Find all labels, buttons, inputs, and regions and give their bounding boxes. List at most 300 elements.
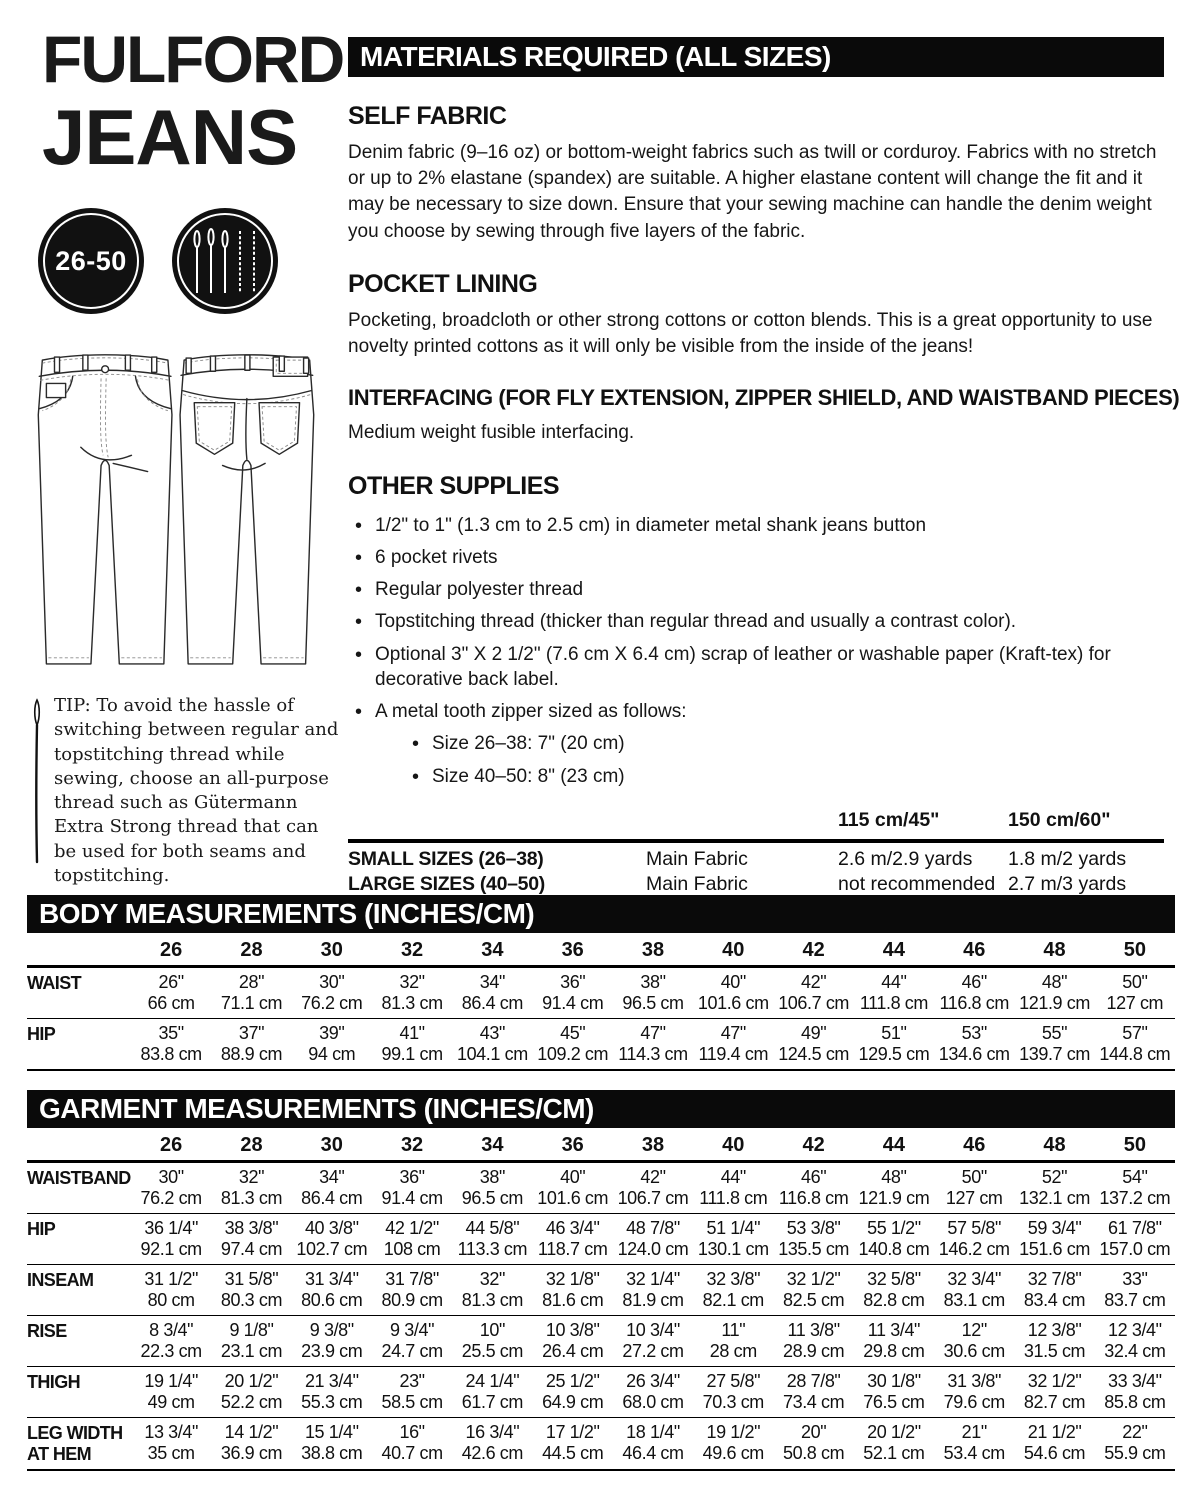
fabric-row-label: SMALL SIZES (26–38) (348, 847, 544, 870)
cm-value: 40.7 cm (381, 1443, 443, 1463)
cm-value: 52.2 cm (220, 1392, 283, 1412)
cm-value: 81.3 cm (461, 1290, 523, 1310)
row-label (27, 1371, 131, 1393)
size-range-badge (38, 208, 144, 314)
row-label-line: HIP (27, 1024, 56, 1044)
measurement-row (27, 1163, 1175, 1214)
measurement-cell (934, 1167, 1014, 1209)
inches-value: 40" (720, 972, 746, 992)
cm-value: 82.1 cm (702, 1290, 764, 1310)
inches-value: 28" (238, 972, 265, 992)
pocket-lining-paragraph: Pocketing, broadcloth or other strong cottons or cotton blends. This is a great opportunity to use novelty printed cottons as it will only be visible from the inside of the jeans! (348, 309, 1153, 358)
measurement-cell (211, 1023, 291, 1065)
size-header-cell: 48 (1043, 939, 1066, 961)
inches-value: 31 5/8" (224, 1269, 279, 1289)
row-label (27, 972, 131, 994)
measurement-cell (211, 972, 291, 1014)
cm-value: 36.9 cm (220, 1443, 283, 1463)
cm-value: 132.1 cm (1019, 1188, 1090, 1208)
cm-value: 28.9 cm (782, 1341, 845, 1361)
cm-value: 44.5 cm (542, 1443, 604, 1463)
logo (42, 22, 344, 181)
measurement-cell (854, 1218, 934, 1260)
cm-value: 127 cm (945, 1188, 1003, 1208)
size-header-cell: 44 (882, 1134, 906, 1156)
inches-value: 21 3/4" (304, 1371, 359, 1391)
inches-value: 32 5/8" (867, 1269, 921, 1289)
cm-value: 79.6 cm (943, 1392, 1005, 1412)
cm-value: 157.0 cm (1099, 1239, 1171, 1259)
measurement-cell (854, 1023, 934, 1065)
cm-value: 32.4 cm (1104, 1341, 1166, 1361)
cm-value: 66 cm (147, 993, 195, 1013)
inches-value: 42" (640, 1167, 666, 1187)
size-header-cell: 28 (240, 939, 263, 961)
size-header-cell: 38 (641, 1134, 665, 1156)
row-label-line: WAIST (27, 973, 81, 993)
inches-value: 10 3/4" (626, 1320, 680, 1340)
inches-value: 41" (399, 1023, 425, 1043)
jeans-front-illustration (38, 355, 172, 664)
inches-value: 46 3/4" (545, 1218, 600, 1238)
size-header-cell: 46 (963, 939, 986, 961)
measurement-cell (693, 972, 773, 1014)
cm-value: 70.3 cm (702, 1392, 764, 1412)
cm-value: 135.5 cm (778, 1239, 850, 1259)
materials-column (348, 37, 1180, 904)
measurement-cell (613, 1218, 693, 1260)
measurement-row (27, 1367, 1175, 1418)
measurement-row (27, 1418, 1175, 1471)
fabric-width-header-115: 115 cm/45" (838, 808, 940, 831)
supply-item-text: Regular polyester thread (375, 579, 584, 601)
measurement-cell (131, 972, 211, 1014)
measurement-cell (613, 1167, 693, 1209)
measurement-cell (613, 1023, 693, 1065)
inches-value: 44 5/8" (465, 1218, 520, 1238)
cm-value: 134.6 cm (938, 1044, 1010, 1064)
cm-value: 121.9 cm (1019, 993, 1090, 1013)
measurement-cell (934, 1371, 1014, 1413)
cm-value: 114.3 cm (618, 1044, 688, 1064)
supply-subitem: • Size 40–50: 8" (23 cm) (405, 764, 1164, 789)
fabric-row-115-value: 2.6 m/2.9 yards (838, 847, 973, 870)
measurement-cell (131, 1023, 211, 1065)
row-label (27, 1218, 131, 1240)
fabric-row-item: Main Fabric (646, 872, 748, 895)
cm-value: 80.3 cm (220, 1290, 283, 1310)
measurement-cell (292, 1269, 372, 1311)
cm-value: 29.8 cm (863, 1341, 925, 1361)
supply-item (348, 609, 1164, 634)
inches-value: 35" (158, 1023, 184, 1043)
row-label (27, 1269, 131, 1291)
garment-measurements-table (27, 1128, 1175, 1471)
inches-value: 19 1/4" (144, 1371, 198, 1391)
row-label-line: RISE (27, 1321, 67, 1341)
size-header-cell: 36 (561, 939, 584, 961)
cm-value: 28 cm (709, 1341, 757, 1361)
cm-value: 108 cm (383, 1239, 441, 1259)
size-header-cell: 40 (722, 1134, 745, 1156)
measurement-cell (1095, 1167, 1175, 1209)
row-label-line: LEG WIDTH (27, 1423, 123, 1443)
supply-item-text: 6 pocket rivets (375, 546, 498, 568)
cm-value: 92.1 cm (140, 1239, 202, 1259)
inches-value: 11 3/4" (867, 1320, 921, 1340)
row-label-line: INSEAM (27, 1270, 94, 1290)
inches-value: 32 7/8" (1027, 1269, 1082, 1289)
measurement-cell (613, 1422, 693, 1464)
interfacing-paragraph: Medium weight fusible interfacing. (348, 422, 635, 444)
cm-value: 85.8 cm (1104, 1392, 1166, 1412)
inches-value: 31 1/2" (144, 1269, 198, 1289)
cm-value: 82.8 cm (863, 1290, 925, 1310)
size-header-cell: 50 (1123, 1134, 1146, 1156)
measurement-cell (1095, 1218, 1175, 1260)
cm-value: 52.1 cm (863, 1443, 925, 1463)
inches-value: 46" (961, 972, 987, 992)
inches-value: 31 7/8" (385, 1269, 439, 1289)
inches-value: 9 3/4" (390, 1320, 435, 1340)
measurement-cell (452, 1023, 532, 1065)
heading-self-fabric: SELF FABRIC (348, 102, 507, 130)
measurement-cell (372, 972, 452, 1014)
fabric-row-150-value: 2.7 m/3 yards (1008, 872, 1127, 895)
measurement-cell (533, 972, 613, 1014)
inches-value: 13 3/4" (144, 1422, 198, 1442)
cm-value: 23.1 cm (220, 1341, 283, 1361)
cm-value: 26.4 cm (542, 1341, 604, 1361)
measurement-cell (773, 1371, 853, 1413)
cm-value: 82.5 cm (782, 1290, 845, 1310)
measurement-cell (372, 1320, 452, 1362)
measurement-cell (211, 1320, 291, 1362)
cm-value: 81.9 cm (622, 1290, 684, 1310)
size-header-cell: 26 (160, 939, 183, 961)
inches-value: 30" (319, 972, 345, 992)
tip-note (30, 694, 342, 888)
cm-value: 88.9 cm (220, 1044, 283, 1064)
measurement-cell (211, 1269, 291, 1311)
inches-value: 44" (881, 972, 907, 992)
heading-pocket-lining: POCKET LINING (348, 269, 538, 298)
inches-value: 46" (801, 1167, 827, 1187)
inches-value: 32" (479, 1269, 505, 1289)
measurement-cell (773, 1218, 853, 1260)
measurement-cell (292, 1218, 372, 1260)
measurement-cell (773, 1320, 853, 1362)
inches-value: 36 1/4" (144, 1218, 198, 1238)
measurement-cell (693, 1023, 773, 1065)
measurement-cell (613, 1371, 693, 1413)
supply-subitem: • Size 26–38: 7" (20 cm) (405, 731, 1164, 756)
measurement-cell (533, 1371, 613, 1413)
measurement-cell (693, 1269, 773, 1311)
size-header-cell: 44 (882, 939, 906, 961)
size-header-cell: 34 (481, 939, 504, 961)
measurement-cell (773, 1023, 853, 1065)
inches-value: 31 3/4" (304, 1269, 359, 1289)
cm-value: 97.4 cm (220, 1239, 283, 1259)
measurement-cell (934, 1218, 1014, 1260)
measurement-cell (773, 1167, 853, 1209)
inches-value: 16" (399, 1422, 425, 1442)
cm-value: 116.8 cm (778, 1188, 849, 1208)
cm-value: 22.3 cm (140, 1341, 202, 1361)
size-range-label: 26-50 (55, 245, 127, 276)
measurement-cell (1014, 1422, 1094, 1464)
supply-item (348, 642, 1164, 693)
supply-item (348, 577, 1164, 602)
measurement-cell (292, 1422, 372, 1464)
size-header-cell: 42 (802, 939, 825, 961)
cm-value: 118.7 cm (537, 1239, 608, 1259)
cm-value: 121.9 cm (858, 1188, 930, 1208)
inches-value: 26" (158, 972, 184, 992)
inches-value: 48" (881, 1167, 907, 1187)
inches-value: 10 3/8" (545, 1320, 600, 1340)
measurement-cell (613, 1269, 693, 1311)
size-header-cell: 46 (963, 1134, 986, 1156)
measurement-cell (211, 1422, 291, 1464)
fabric-table-header (348, 809, 1164, 839)
inches-value: 33 3/4" (1108, 1371, 1162, 1391)
measurement-cell (1014, 1320, 1094, 1362)
cm-value: 137.2 cm (1099, 1188, 1171, 1208)
body-measurements-section (27, 895, 1175, 1071)
measurement-cell (854, 1320, 934, 1362)
measurement-cell (693, 1218, 773, 1260)
cm-value: 54.6 cm (1023, 1443, 1086, 1463)
measurement-cell (292, 1371, 372, 1413)
cm-value: 140.8 cm (858, 1239, 930, 1259)
inches-value: 25 1/2" (545, 1371, 600, 1391)
row-label (27, 1023, 131, 1045)
measurement-cell (211, 1218, 291, 1260)
inches-value: 38 3/8" (224, 1218, 279, 1238)
cm-value: 144.8 cm (1099, 1044, 1171, 1064)
cm-value: 27.2 cm (622, 1341, 684, 1361)
measurement-cell (372, 1218, 452, 1260)
inches-value: 47" (640, 1023, 666, 1043)
measurement-cell (934, 972, 1014, 1014)
cm-value: 61.7 cm (461, 1392, 523, 1412)
measurement-cell (292, 1023, 372, 1065)
heading-other-supplies: OTHER SUPPLIES (348, 471, 560, 500)
fabric-requirements-table (348, 809, 1164, 904)
measurement-row (27, 1019, 1175, 1071)
cm-value: 76.2 cm (140, 1188, 202, 1208)
cm-value: 38.8 cm (301, 1443, 363, 1463)
measurement-cell (533, 1023, 613, 1065)
measurement-cell (693, 1371, 773, 1413)
inches-value: 32 3/4" (947, 1269, 1002, 1289)
inches-value: 50" (1122, 972, 1148, 992)
size-header-cell: 48 (1043, 1134, 1066, 1156)
cm-value: 91.4 cm (542, 993, 604, 1013)
jeans-illustration (36, 350, 316, 672)
measurement-cell (613, 972, 693, 1014)
row-label-line: THIGH (27, 1372, 80, 1392)
supplies-list (348, 513, 1164, 789)
inches-value: 40" (560, 1167, 586, 1187)
measurement-cell (131, 1218, 211, 1260)
needles-badge (172, 208, 278, 314)
row-label-line: WAISTBAND (27, 1168, 131, 1188)
measurement-cell (452, 1218, 532, 1260)
cm-value: 129.5 cm (858, 1044, 930, 1064)
zipper-size-sublist (375, 731, 1164, 789)
cm-value: 83.4 cm (1023, 1290, 1086, 1310)
inches-value: 28 7/8" (786, 1371, 841, 1391)
inches-value: 32 3/8" (706, 1269, 761, 1289)
cm-value: 99.1 cm (381, 1044, 443, 1064)
inches-value: 42" (801, 972, 827, 992)
measurement-cell (211, 1167, 291, 1209)
measurement-cell (1014, 1218, 1094, 1260)
inches-value: 12" (961, 1320, 987, 1340)
size-header-row (27, 1128, 1175, 1163)
inches-value: 8 3/4" (149, 1320, 194, 1340)
cm-value: 106.7 cm (778, 993, 850, 1013)
cm-value: 42.6 cm (461, 1443, 523, 1463)
supply-item-text: Topstitching thread (thicker than regular thread and usually a contrast color). (375, 611, 1017, 633)
measurement-row (27, 1265, 1175, 1316)
cm-value: 127 cm (1106, 993, 1164, 1013)
cm-value: 81.3 cm (220, 1188, 283, 1208)
inches-value: 51" (881, 1023, 907, 1043)
logo-line-1: FULFORD (42, 22, 344, 96)
badge-row (38, 208, 278, 314)
cm-value: 55.9 cm (1104, 1443, 1166, 1463)
measurement-row (27, 1214, 1175, 1265)
measurement-cell (452, 1371, 532, 1413)
measurement-cell (372, 1269, 452, 1311)
inches-value: 37" (238, 1023, 265, 1043)
cm-value: 81.6 cm (542, 1290, 604, 1310)
inches-value: 24 1/4" (465, 1371, 520, 1391)
size-header-spacer (27, 964, 131, 965)
inches-value: 32 1/2" (786, 1269, 841, 1289)
inches-value: 20" (801, 1422, 827, 1442)
inches-value: 53 3/8" (786, 1218, 841, 1238)
measurement-cell (452, 1422, 532, 1464)
cm-value: 73.4 cm (782, 1392, 845, 1412)
fabric-table-row (348, 848, 1164, 871)
cm-value: 111.8 cm (699, 1188, 768, 1208)
measurement-cell (854, 1167, 934, 1209)
measurement-cell (131, 1422, 211, 1464)
cm-value: 124.5 cm (778, 1044, 850, 1064)
inches-value: 53" (961, 1023, 987, 1043)
measurement-cell (1014, 1167, 1094, 1209)
supply-item (348, 513, 1164, 538)
measurement-cell (854, 1371, 934, 1413)
cm-value: 80 cm (147, 1290, 195, 1310)
measurement-cell (1095, 1422, 1175, 1464)
measurement-cell (131, 1371, 211, 1413)
inches-value: 36" (399, 1167, 425, 1187)
inches-value: 34" (479, 972, 505, 992)
measurement-cell (613, 1320, 693, 1362)
measurement-cell (372, 1167, 452, 1209)
measurement-cell (452, 1320, 532, 1362)
size-header-cell: 28 (240, 1134, 263, 1156)
cm-value: 113.3 cm (457, 1239, 528, 1259)
cm-value: 101.6 cm (697, 993, 769, 1013)
inches-value: 44" (720, 1167, 746, 1187)
inches-value: 48 7/8" (626, 1218, 680, 1238)
row-label (27, 1167, 131, 1189)
cm-value: 30.6 cm (943, 1341, 1005, 1361)
size-header-cell: 26 (160, 1134, 183, 1156)
cm-value: 111.8 cm (859, 993, 928, 1013)
size-header-cell: 30 (320, 939, 343, 961)
cm-value: 146.2 cm (938, 1239, 1010, 1259)
measurement-cell (1095, 1269, 1175, 1311)
inches-value: 38" (640, 972, 666, 992)
garment-measurements-bar: GARMENT MEASUREMENTS (INCHES/CM) (27, 1090, 1175, 1128)
cm-value: 64.9 cm (542, 1392, 604, 1412)
measurement-cell (533, 1320, 613, 1362)
measurement-cell (533, 1422, 613, 1464)
measurement-cell (372, 1371, 452, 1413)
body-measurements-table (27, 933, 1175, 1071)
inches-value: 59 3/4" (1027, 1218, 1082, 1238)
cm-value: 86.4 cm (301, 1188, 363, 1208)
cm-value: 82.7 cm (1023, 1392, 1086, 1412)
cm-value: 104.1 cm (456, 1044, 528, 1064)
inches-value: 21" (961, 1422, 987, 1442)
cm-value: 71.1 cm (220, 993, 283, 1013)
inches-value: 42 1/2" (385, 1218, 439, 1238)
measurement-cell (131, 1167, 211, 1209)
size-header-cell: 30 (320, 1134, 343, 1156)
measurement-cell (1095, 972, 1175, 1014)
cm-value: 96.5 cm (622, 993, 684, 1013)
measurement-cell (934, 1269, 1014, 1311)
inches-value: 32" (399, 972, 425, 992)
inches-value: 61 7/8" (1108, 1218, 1162, 1238)
supply-item-text: A metal tooth zipper sized as follows: (375, 701, 687, 723)
row-label (27, 1422, 131, 1465)
inches-value: 12 3/4" (1108, 1320, 1162, 1340)
supply-item (348, 699, 1164, 789)
tip-text: TIP: To avoid the hassle of switching between regular and topstitching thread while sewing, choose an all-purpose thread such as Gütermann Extra Strong thread that can be used for both seams and topstitching. (54, 695, 339, 887)
inches-value: 18 1/4" (626, 1422, 680, 1442)
cm-value: 106.7 cm (617, 1188, 689, 1208)
cm-value: 116.8 cm (939, 993, 1009, 1013)
inches-value: 22" (1122, 1422, 1148, 1442)
cm-value: 94 cm (308, 1044, 356, 1064)
inches-value: 39" (319, 1023, 345, 1043)
cm-value: 151.6 cm (1019, 1239, 1090, 1259)
measurement-cell (292, 1320, 372, 1362)
inches-value: 21 1/2" (1027, 1422, 1082, 1442)
inches-value: 54" (1122, 1167, 1148, 1187)
inches-value: 17 1/2" (545, 1422, 600, 1442)
measurement-cell (211, 1371, 291, 1413)
size-header-cell: 32 (400, 1134, 424, 1156)
cm-value: 49.6 cm (702, 1443, 764, 1463)
inches-value: 32" (238, 1167, 265, 1187)
measurement-cell (452, 972, 532, 1014)
inches-value: 30" (158, 1167, 184, 1187)
measurement-cell (1095, 1320, 1175, 1362)
cm-value: 25.5 cm (461, 1341, 523, 1361)
measurement-cell (131, 1320, 211, 1362)
